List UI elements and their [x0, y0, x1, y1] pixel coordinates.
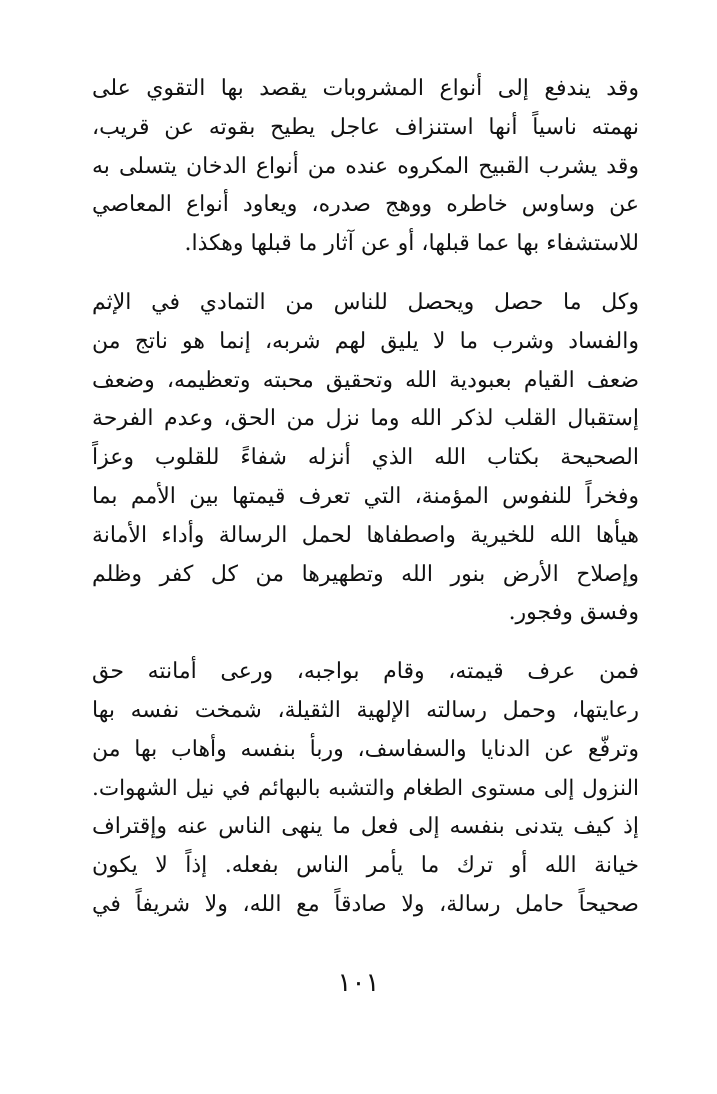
text-line: وقد يشرب القبيح المكروه عنده من أنواع الدخان يتسلى به	[92, 153, 639, 179]
text-line: إستقبال القلب لذكر الله وما نزل من الحق، وعدم الفرحة	[92, 406, 639, 432]
text-line: صحيحاً حامل رسالة، ولا صادقاً مع الله، ولا شريفاً في	[92, 891, 639, 917]
text-line: والفساد وشرب ما لا يليق لهم شربه، إنما هو ناتج من	[92, 328, 639, 354]
text-line: النزول إلى مستوى الطغام والتشبه بالبهائم في نيل الشهوات.	[92, 775, 639, 801]
paragraph-2	[92, 284, 639, 633]
text-line: هيأها الله للخيرية واصطفاها لحمل الرسالة وأداء الأمانة	[92, 522, 639, 548]
text-line: عن وساوس خاطره ووهج صدره، ويعاود أنواع المعاصي	[92, 192, 639, 218]
text-line: إذ كيف يتدنى بنفسه إلى فعل ما ينهى الناس عنه وإقتراف	[92, 814, 639, 840]
body-text	[92, 70, 639, 925]
text-line: وفخراً للنفوس المؤمنة، التي تعرف قيمتها بين الأمم بما	[92, 483, 639, 509]
text-line: الصحيحة بكتاب الله الذي أنزله شفاءً للقلوب وعزاً	[92, 445, 639, 471]
paragraph-gap	[92, 633, 639, 653]
text-line: للاستشفاء بها عما قبلها، أو عن آثار ما قبلها وهكذا.	[184, 231, 639, 257]
page-number: ١٠١	[337, 968, 380, 998]
text-line: وترفّع عن الدنايا والسفاسف، وربأ بنفسه وأهاب بها من	[92, 736, 639, 762]
paragraph-gap	[92, 264, 639, 284]
paragraph-1	[92, 70, 639, 264]
text-line: فمن عرف قيمته، وقام بواجبه، ورعى أمانته حق	[92, 659, 639, 685]
paragraph-3	[92, 653, 639, 925]
text-line: نهمته ناسياً أنها استنزاف عاجل يطيح بقوته عن قريب،	[92, 114, 639, 140]
text-line: ضعف القيام بعبودية الله وتحقيق محبته وتعظيمه، وضعف	[92, 367, 639, 393]
text-line: خيانة الله أو ترك ما يأمر الناس بفعله. إذاً لا يكون	[92, 853, 639, 879]
text-line: رعايتها، وحمل رسالته الإلهية الثقيلة، شمخت نفسه بها	[92, 697, 639, 723]
text-line: وفسق وفجور.	[508, 600, 639, 626]
text-line: وقد يندفع إلى أنواع المشروبات يقصد بها التقوي على	[92, 76, 639, 101]
text-line: وكل ما حصل ويحصل للناس من التمادي في الإثم	[92, 289, 639, 315]
text-line: وإصلاح الأرض بنور الله وتطهيرها من كل كفر وظلم	[92, 561, 639, 587]
